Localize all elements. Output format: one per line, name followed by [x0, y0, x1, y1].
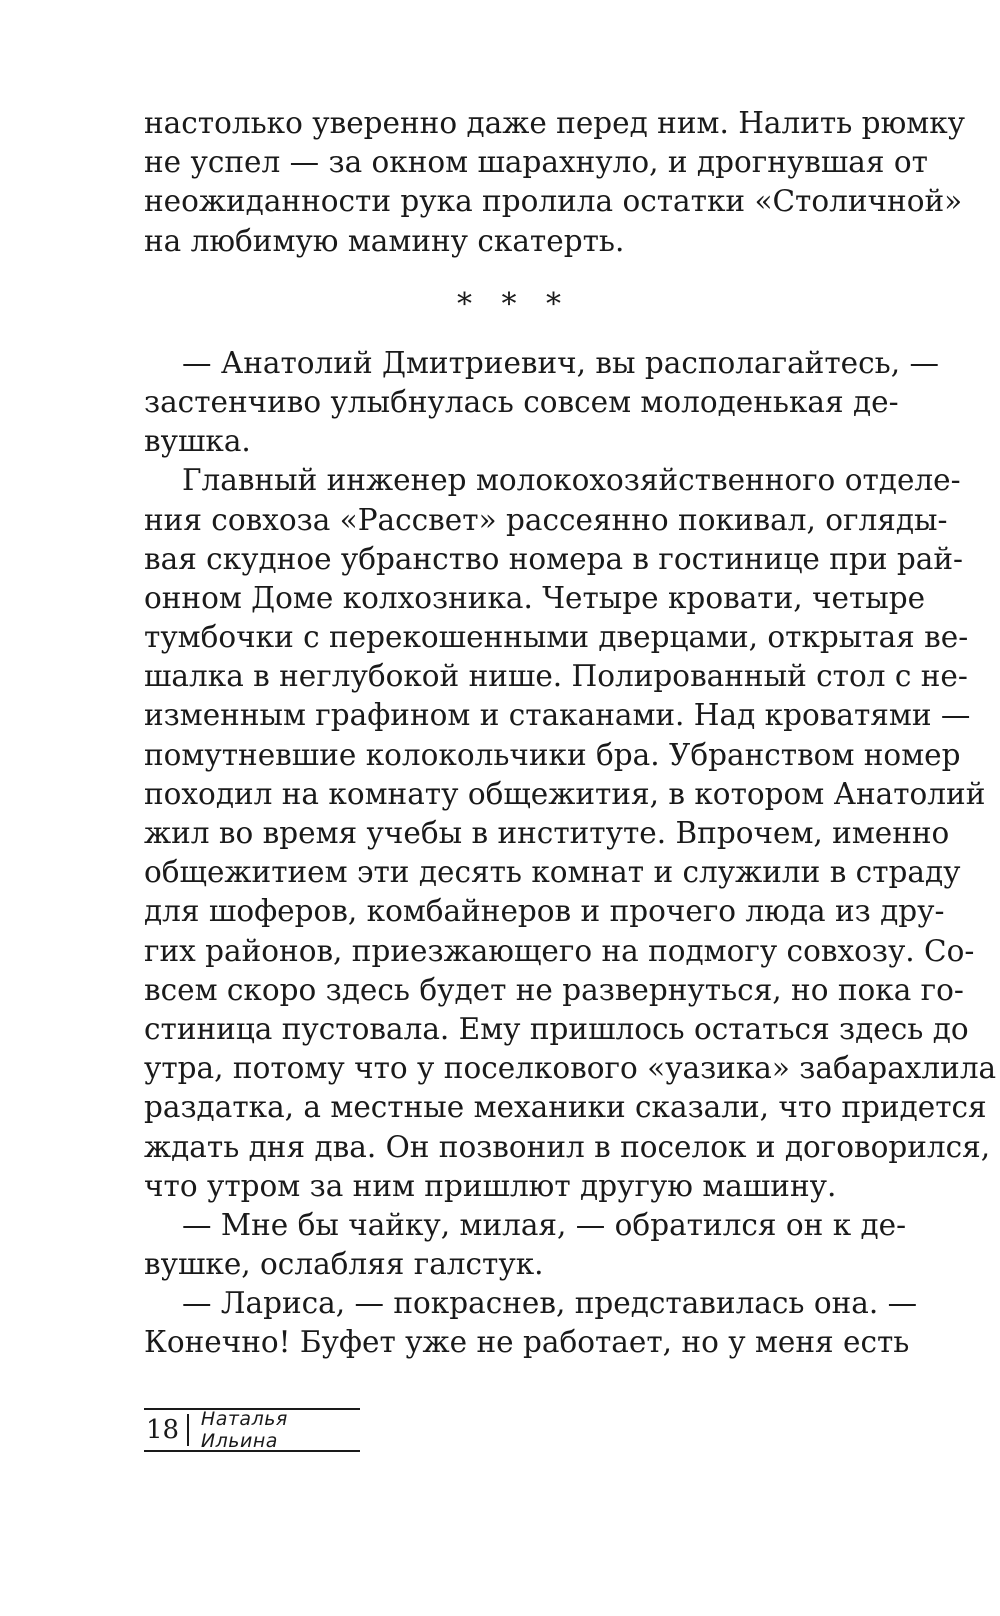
paragraph	[144, 1206, 907, 1284]
section-separator: * * *	[456, 286, 572, 322]
text-line: вушке, ослабляя галстук.	[144, 1247, 544, 1282]
text-line: Главный инженер молокохозяйственного отделе-	[182, 463, 961, 498]
text-line: — Лариса, — покраснев, представилась она. —	[182, 1286, 918, 1321]
text-line: жил во время учебы в институте. Впрочем, именно	[144, 816, 950, 850]
text-line: гих районов, приезжающего на подмогу совхозу. Со-	[144, 933, 975, 968]
paragraph	[144, 344, 939, 462]
text-line: походил на комнату общежития, в котором Анатолий	[144, 776, 986, 811]
text-line: неожиданности рука пролила остатки «Столичной»	[144, 184, 963, 219]
text-line: ждать дня два. Он позвонил в поселок и договорился,	[144, 1129, 991, 1164]
text-line: изменным графином и стаканами. Над кроватями —	[144, 698, 971, 733]
page-body	[144, 104, 997, 1363]
text-line: онном Доме колхозника. Четыре кровати, четыре	[144, 580, 926, 615]
text-line: застенчиво улыбнулась совсем молоденькая де-	[144, 384, 899, 419]
paragraph	[144, 461, 997, 1206]
text-line: вая скудное убранство номера в гостинице при рай-	[144, 541, 963, 576]
paragraph	[144, 104, 965, 261]
paragraph	[144, 1284, 918, 1362]
text-line: на любимую мамину скатерть.	[144, 223, 625, 258]
text-line: раздатка, а местные механики сказали, что придется	[144, 1090, 987, 1125]
text-line: тумбочки с перекошенными дверцами, открытая ве-	[144, 620, 969, 655]
text-line: — Мне бы чайку, милая, — обратился он к де-	[182, 1207, 907, 1242]
author-name: Наталья Ильина	[200, 1408, 288, 1452]
text-line: не успел — за окном шарахнуло, и дрогнувшая от	[144, 145, 928, 180]
text-line: стиница пустовала. Ему пришлось остаться здесь до	[144, 1011, 969, 1046]
text-line: для шоферов, комбайнеров и прочего люда из дру-	[144, 894, 945, 929]
text-line: настолько уверенно даже перед ним. Налить рюмку	[144, 106, 965, 140]
text-line: вушка.	[144, 424, 251, 459]
text-line: общежитием эти десять комнат и служили в страду	[144, 855, 961, 890]
text-line: утра, потому что у поселкового «уазика» забарахлила	[144, 1051, 997, 1086]
text-line: ния совхоза «Рассвет» рассеянно покивал, огляды-	[144, 502, 948, 537]
text-line: помутневшие колокольчики бра. Убранством номер	[144, 737, 961, 772]
text-line: всем скоро здесь будет не развернуться, но пока го-	[144, 972, 964, 1007]
page-number: 18	[146, 1415, 180, 1445]
text-line: что утром за ним пришлют другую машину.	[144, 1168, 837, 1203]
text-line: Конечно! Буфет уже не работает, но у меня есть	[144, 1325, 910, 1360]
text-line: — Анатолий Дмитриевич, вы располагайтесь, —	[182, 345, 939, 380]
footer-divider	[187, 1414, 189, 1446]
page-footer	[144, 1408, 360, 1452]
text-line: шалка в неглубокой нише. Полированный стол с не-	[144, 659, 968, 694]
